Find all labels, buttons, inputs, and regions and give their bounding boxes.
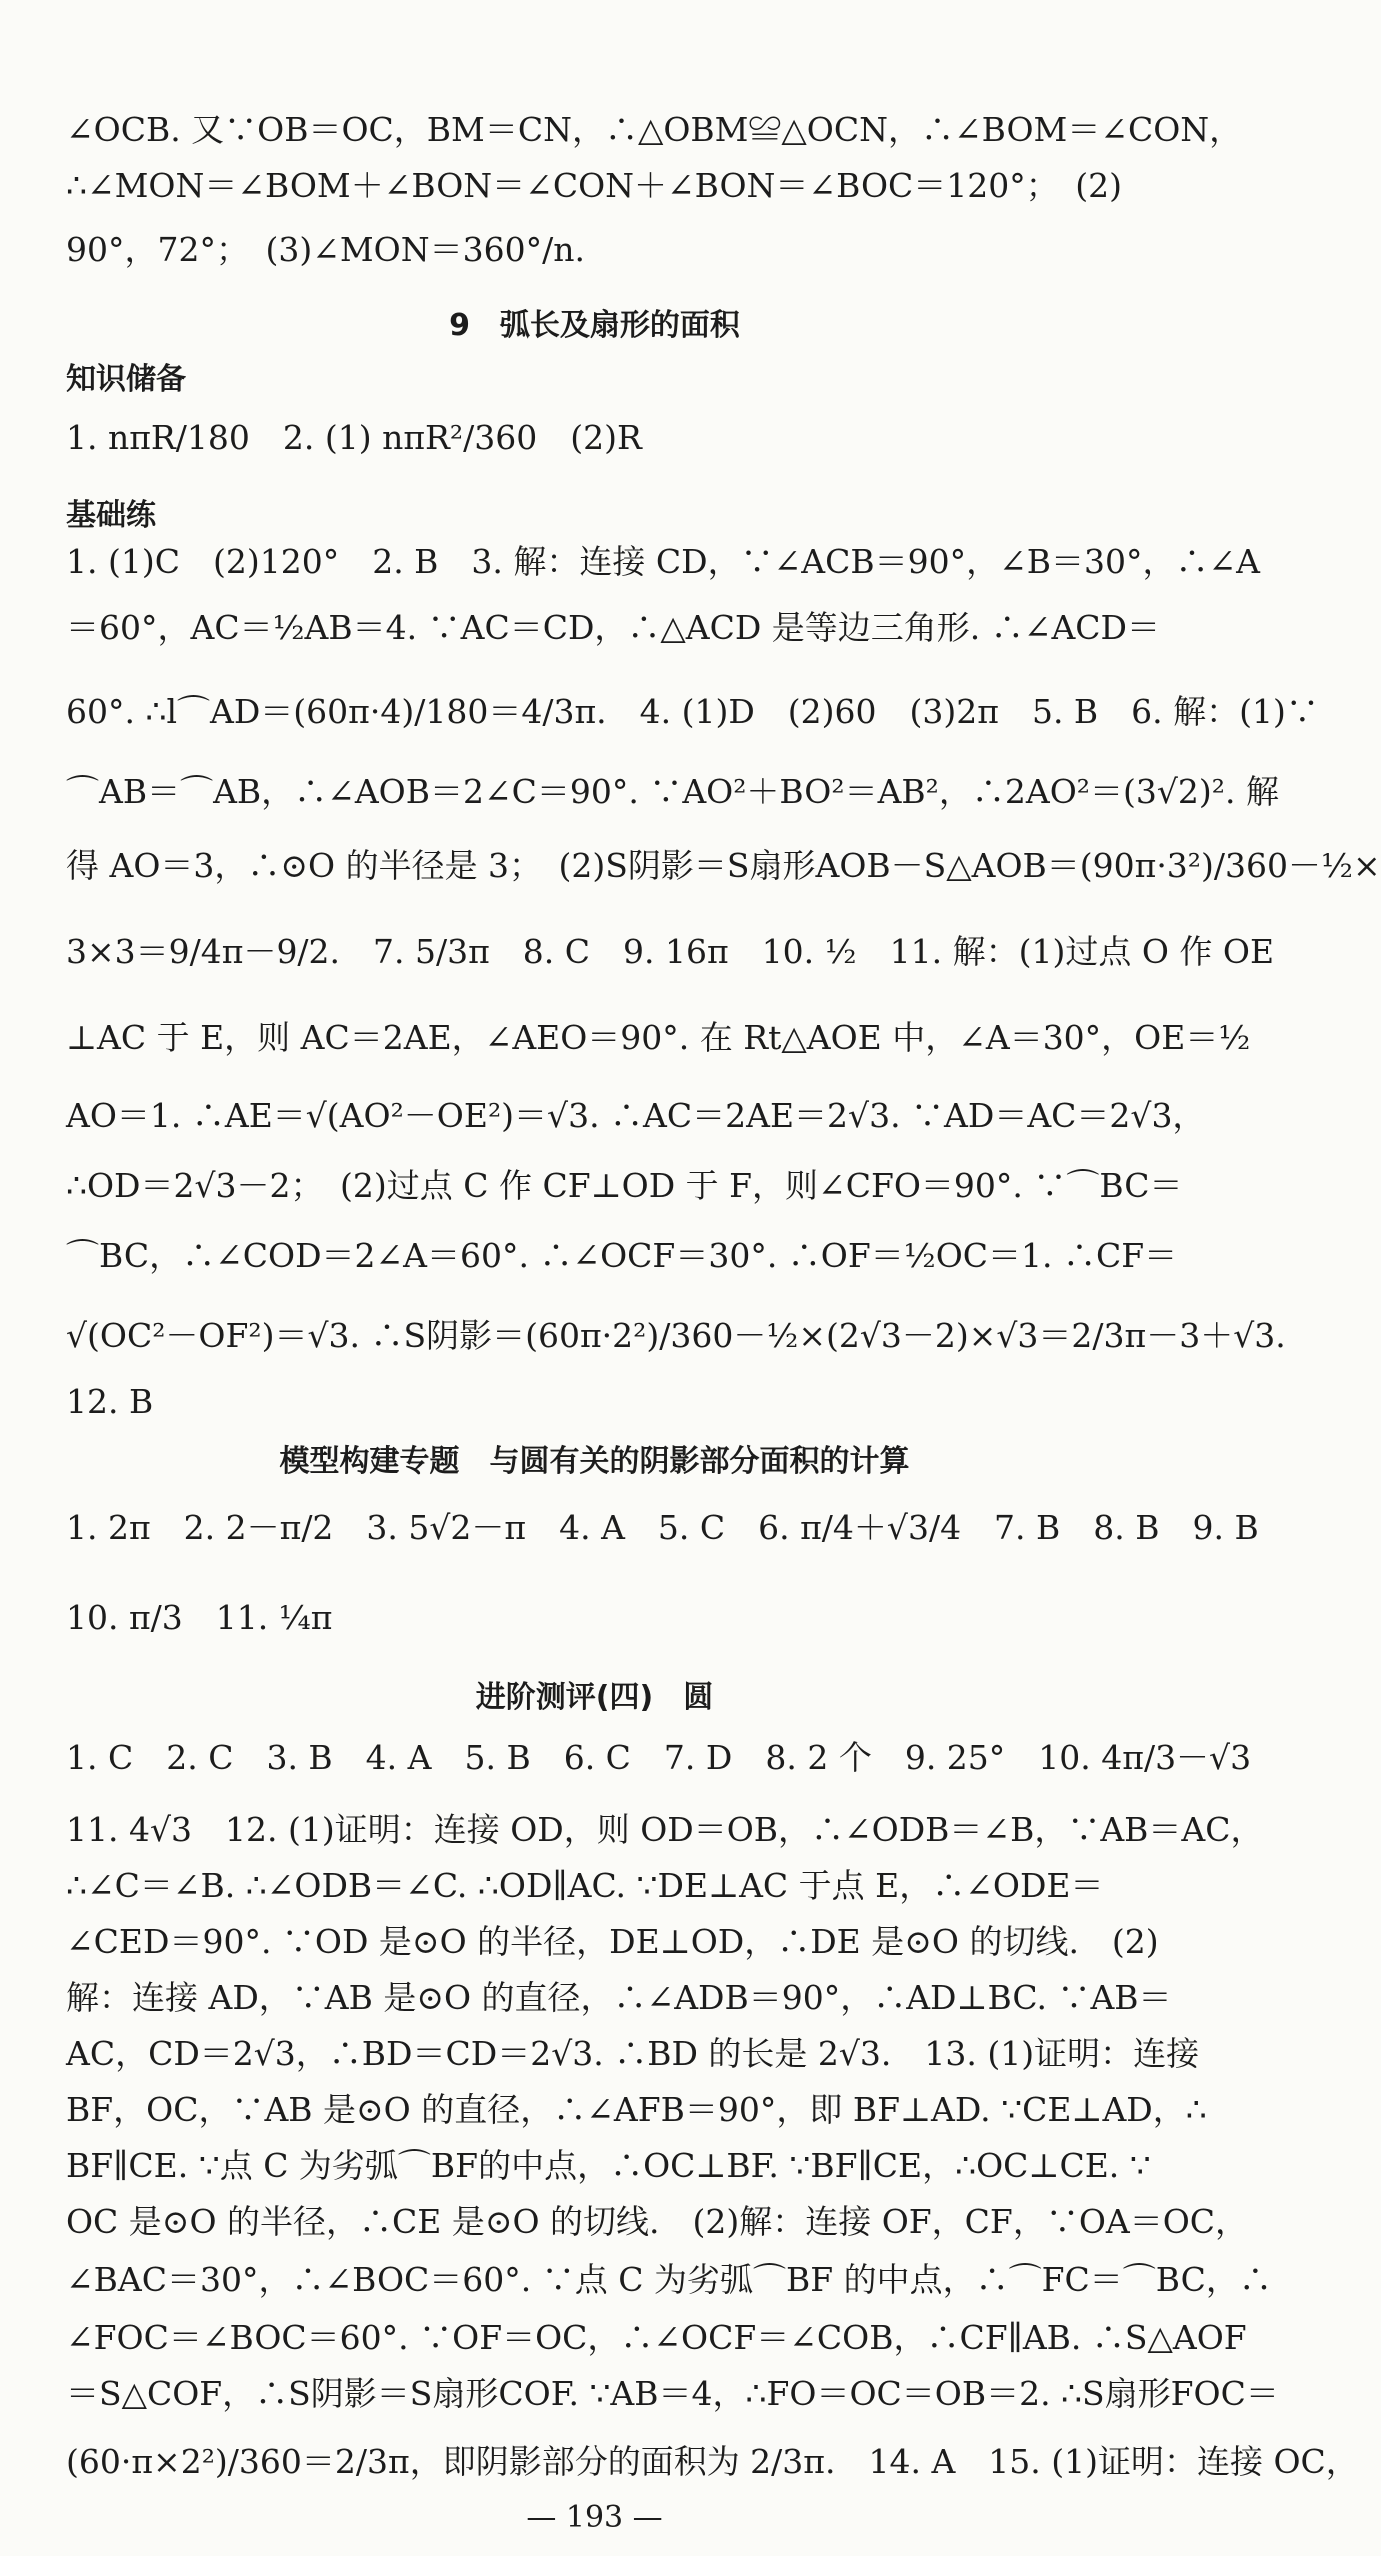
text-line: BF∥CE. ∵点 C 为劣弧⌒BF的中点，∴OC⊥BF. ∵BF∥CE，∴OC⊥CE. ∵: [66, 2146, 1151, 2185]
text-line: 1. (1)C (2)120° 2. B 3. 解：连接 CD，∵∠ACB＝90°，∠B＝30°，∴∠A: [66, 542, 1260, 581]
text-line: AC，CD＝2√3，∴BD＝CD＝2√3. ∴BD 的长是 2√3. 13. (1)证明：连接: [66, 2034, 1200, 2073]
page-number: — 193 —: [526, 2500, 663, 2535]
text-line: ∴∠C＝∠B. ∴∠ODB＝∠C. ∴OD∥AC. ∵DE⊥AC 于点 E，∴∠ODE＝: [66, 1866, 1104, 1905]
text-line: 90°，72°； (3)∠MON＝360°/n.: [66, 230, 585, 269]
text-line: ∠OCB. 又∵OB＝OC，BM＝CN，∴△OBM≌△OCN，∴∠BOM＝∠CON，: [66, 110, 1243, 149]
text-line: ＝60°，AC＝½AB＝4. ∵AC＝CD，∴△ACD 是等边三角形. ∴∠ACD＝: [66, 608, 1160, 647]
section-title: 模型构建专题 与圆有关的阴影部分面积的计算: [279, 1444, 910, 1479]
text-line: BF，OC，∵AB 是⊙O 的直径，∴∠AFB＝90°，即 BF⊥AD. ∵CE⊥AD，∴: [66, 2090, 1207, 2129]
text-line: ∠BAC＝30°，∴∠BOC＝60°. ∵点 C 为劣弧⌒BF 的中点，∴⌒FC＝⌒BC，∴: [66, 2260, 1272, 2299]
text-line: 12. B: [66, 1382, 154, 1421]
text-line: 11. 4√3 12. (1)证明：连接 OD，则 OD＝OB，∴∠ODB＝∠B，∵AB＝AC，: [66, 1810, 1264, 1849]
text-line: 1. C 2. C 3. B 4. A 5. B 6. C 7. D 8. 2 个 9. 25° 10. 4π/3－√3: [66, 1738, 1252, 1777]
text-line: AO＝1. ∴AE＝√(AO²－OE²)＝√3. ∴AC＝2AE＝2√3. ∵AD＝AC＝2√3，: [66, 1096, 1206, 1135]
text-line: OC 是⊙O 的半径，∴CE 是⊙O 的切线. (2)解：连接 OF，CF，∵OA＝OC，: [66, 2202, 1249, 2241]
text-line: ∠FOC＝∠BOC＝60°. ∵OF＝OC，∴∠OCF＝∠COB，∴CF∥AB. ∴S△AOF: [66, 2318, 1247, 2357]
text-line: 10. π/3 11. ¼π: [66, 1598, 333, 1637]
text-line: ＝S△COF，∴S阴影＝S扇形COF. ∵AB＝4，∴FO＝OC＝OB＝2. ∴S扇形FOC＝: [66, 2374, 1279, 2413]
text-line: 得 AO＝3，∴⊙O 的半径是 3； (2)S阴影＝S扇形AOB－S△AOB＝(90π·3²)/360－½×: [66, 846, 1381, 885]
text-line: ⊥AC 于 E，则 AC＝2AE，∠AEO＝90°. 在 Rt△AOE 中，∠A＝30°，OE＝½: [66, 1018, 1251, 1057]
section-title: 9 弧长及扇形的面积: [449, 308, 740, 343]
section-title: 进阶测评(四) 圆: [475, 1680, 714, 1715]
text-line: ⌒AB＝⌒AB，∴∠AOB＝2∠C＝90°. ∵AO²＋BO²＝AB²，∴2AO²＝(3√2)². 解: [66, 772, 1279, 811]
text-line: ⌒BC，∴∠COD＝2∠A＝60°. ∴∠OCF＝30°. ∴OF＝½OC＝1. ∴CF＝: [66, 1236, 1178, 1275]
text-line: 1. nπR/180 2. (1) nπR²/360 (2)R: [66, 418, 642, 457]
text-line: 1. 2π 2. 2－π/2 3. 5√2－π 4. A 5. C 6. π/4＋√3/4 7. B 8. B 9. B: [66, 1508, 1259, 1547]
subsection-label: 知识储备: [66, 362, 186, 397]
text-line: 60°. ∴l⌒AD＝(60π·4)/180＝4/3π. 4. (1)D (2)60 (3)2π 5. B 6. 解：(1)∵: [66, 692, 1319, 731]
text-line: (60·π×2²)/360＝2/3π，即阴影部分的面积为 2/3π. 14. A 15. (1)证明：连接 OC，: [66, 2442, 1359, 2481]
text-line: 3×3＝9/4π－9/2. 7. 5/3π 8. C 9. 16π 10. ½ 11. 解：(1)过点 O 作 OE: [66, 932, 1275, 971]
subsection-label: 基础练: [66, 498, 156, 533]
text-line: √(OC²－OF²)＝√3. ∴S阴影＝(60π·2²)/360－½×(2√3－2)×√3＝2/3π－3＋√3.: [66, 1316, 1286, 1355]
text-line: 解：连接 AD，∵AB 是⊙O 的直径，∴∠ADB＝90°，∴AD⊥BC. ∵AB＝: [66, 1978, 1172, 2017]
text-line: ∴∠MON＝∠BOM＋∠BON＝∠CON＋∠BON＝∠BOC＝120°； (2): [66, 166, 1122, 205]
text-line: ∠CED＝90°. ∵OD 是⊙O 的半径，DE⊥OD，∴DE 是⊙O 的切线. (2): [66, 1922, 1159, 1961]
text-line: ∴OD＝2√3－2； (2)过点 C 作 CF⊥OD 于 F，则∠CFO＝90°. ∵⌒BC＝: [66, 1166, 1183, 1205]
